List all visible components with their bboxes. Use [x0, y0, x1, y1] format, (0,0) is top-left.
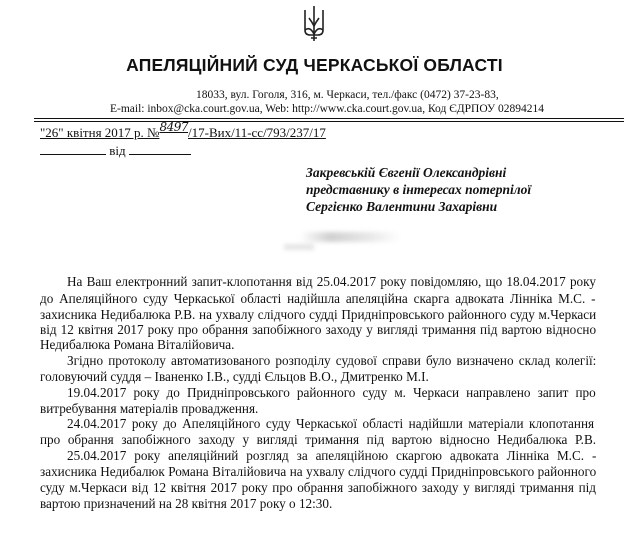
body-line: 25.04.2017 року апеляційний розгляд за апеляційною скаргою адвоката Лінніка М.С. - — [67, 448, 597, 463]
registration-line — [40, 120, 326, 141]
recipient-line-1: Закревській Євгенії Олександрівні — [306, 165, 507, 180]
recipient-line-2: представнику в інтересах потерпілої — [306, 182, 532, 197]
court-name: АПЕЛЯЦІЙНИЙ СУД ЧЕРКАСЬКОЇ ОБЛАСТІ — [126, 55, 503, 75]
body-line: головуючий суддя – Іваненко І.В., судді Єльцов В.О., Дмитренко М.І. — [40, 369, 429, 384]
address-line-1: 18033, вул. Гоголя, 316, м. Черкаси, тел./факс (0472) 37-23-83, — [196, 89, 499, 101]
registration-number: /17-Вих/11-сс/793/237/17 — [188, 125, 326, 140]
trident-emblem-icon — [302, 4, 326, 44]
redacted-area-2 — [284, 244, 314, 250]
reference-number-blank — [40, 143, 106, 155]
handwritten-number: 8497 — [159, 120, 188, 134]
body-line: 19.04.2017 року до Придніпровського районного суду м. Черкаси направлено запит про — [67, 385, 596, 400]
redacted-area — [300, 232, 400, 242]
body-line: Згідно протоколу автоматизованого розподілу судової справи було визначено склад колегії: — [67, 353, 597, 368]
reference-label: від — [109, 143, 126, 158]
address-line-2: E-mail: inbox@cka.court.gov.ua, Web: http://www.cka.court.gov.ua, Код ЄДРПОУ 02894214 — [110, 103, 545, 115]
reference-line — [40, 143, 191, 159]
body-line: 24.04.2017 року до Апеляційного суду Черкаської області надійшли матеріали клопотання — [67, 416, 595, 431]
body-line: захисника Недибалюк Романа Віталійовича на ухвалу слідчого судді Придніпровського районного — [40, 464, 597, 479]
body-line: На Ваш електронний запит-клопотання від 25.04.2017 року повідомляю, що 18.04.2017 року — [67, 274, 596, 289]
body-line: Недибалюка Романа Віталійовича. — [40, 337, 235, 352]
registration-date: "26" квітня 2017 р. № — [40, 125, 160, 140]
body-line: витребування матеріалів провадження. — [40, 401, 259, 416]
body-line: від 12 квітня 2017 року про обрання запобіжного заходу у вигляді тримання під вартою відносно — [40, 322, 597, 337]
reference-date-blank — [129, 143, 191, 155]
body-line: про обрання запобіжного заходу у вигляді тримання під вартою відносно Недибалюка Р.В. — [40, 432, 597, 447]
body-line: до Апеляційного суду Черкаської області надійшла апеляційна скарга адвоката Лінніка М.С. - — [40, 291, 596, 306]
header-rule — [34, 118, 624, 119]
body-line: суду м.Черкаси від 12 квітня 2017 року про обрання запобіжного заходу у вигляді тримання під — [40, 480, 597, 495]
header-rule-thin — [34, 121, 624, 122]
recipient-line-3: Сергієнко Валентини Захарівни — [306, 199, 498, 214]
body-line: вартою призначений на 28 квітня 2017 року о 12:30. — [40, 496, 333, 511]
body-line: захисника Недибалюка Р.В. на ухвалу слідчого судді Придніпровського районного суду м.Черкаси — [40, 307, 597, 322]
